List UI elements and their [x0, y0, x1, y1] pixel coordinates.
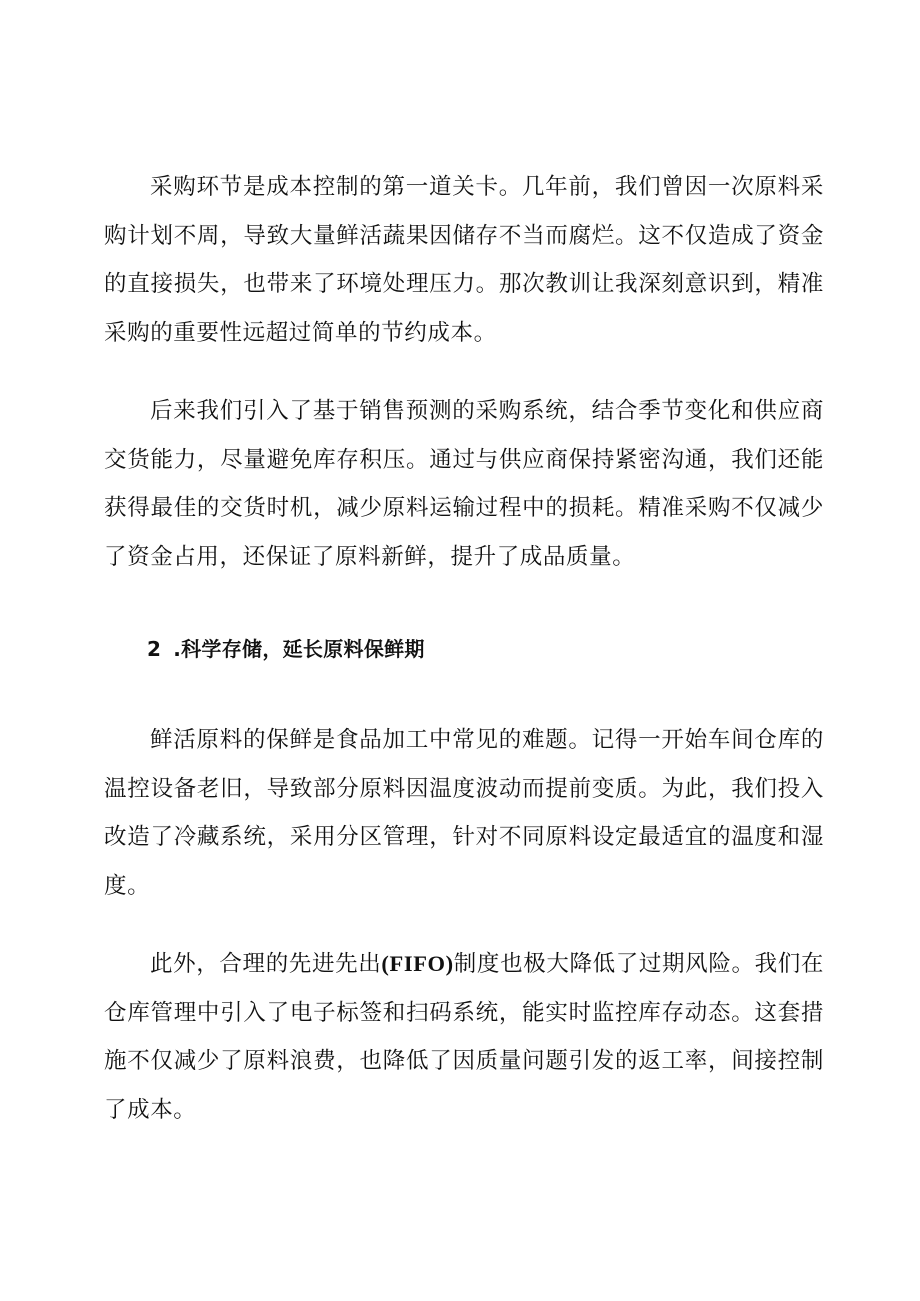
document-body — [104, 163, 824, 1134]
section-number: 2 — [147, 637, 162, 661]
paragraph-procurement: 采购环节是成本控制的第一道关卡。几年前，我们曾因一次原料采购计划不周，导致大量鲜活蔬果因储存不当而腐烂。这不仅造成了资金的直接损失，也带来了环境处理压力。那次教训让我深刻意识到，精准采购的重要性远超过简单的节约成本。 — [104, 174, 824, 346]
paragraph-purchasing-system: 后来我们引入了基于销售预测的采购系统，结合季节变化和供应商交货能力，尽量避免库存积压。通过与供应商保持紧密沟通，我们还能获得最佳的交货时机，减少原料运输过程中的损耗。精准采购不仅减少了资金占用，还保证了原料新鲜，提升了成品质量。 — [104, 398, 824, 570]
fifo-text-after: 制度也极大降低了过期风险。我们在仓库管理中引入了电子标签和扫码系统，能实时监控库存动态。这套措施不仅减少了原料浪费，也降低了因质量问题引发的返工率，间接控制了成本。 — [104, 951, 824, 1123]
fifo-term: (FIFO) — [381, 951, 454, 976]
paragraph-preservation: 鲜活原料的保鲜是食品加工中常见的难题。记得一开始车间仓库的温控设备老旧，导致部分原料因温度波动而提前变质。为此，我们投入改造了冷藏系统，采用分区管理，针对不同原料设定最适宜的温度和湿度。 — [104, 727, 824, 899]
paragraph-fifo — [104, 940, 824, 1134]
fifo-text-before: 此外，合理的先进先出 — [150, 951, 382, 977]
section-title: .科学存储，延长原料保鲜期 — [173, 637, 425, 661]
section-heading — [104, 625, 824, 673]
